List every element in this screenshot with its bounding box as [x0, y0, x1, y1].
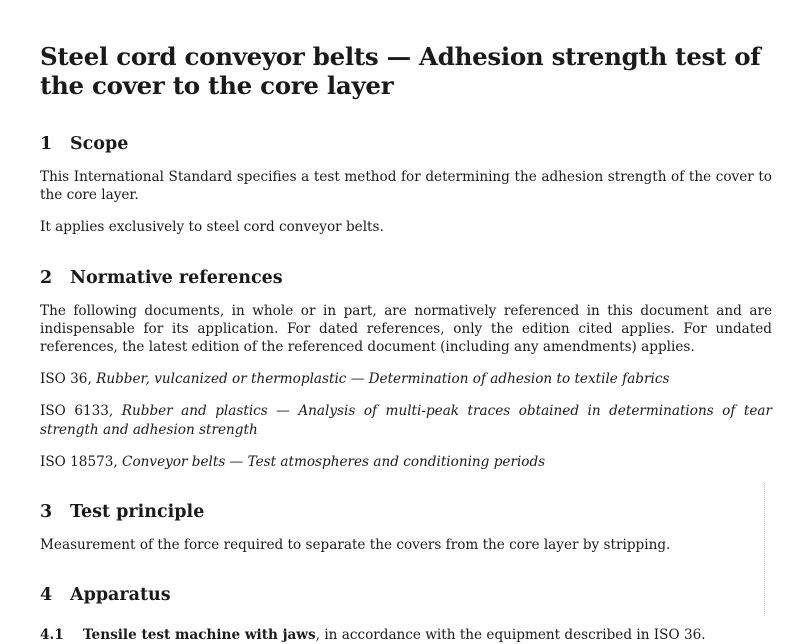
reference-designation: ISO 18573,: [40, 453, 118, 470]
clause-title: Apparatus: [70, 585, 171, 606]
clause-apparatus: [40, 584, 772, 644]
subclause-body: [83, 626, 706, 644]
reference-designation: ISO 6133,: [40, 403, 114, 420]
reference-designation: ISO 36,: [40, 371, 92, 388]
clause-heading: [40, 584, 772, 606]
subclause-number: 4.1: [40, 627, 64, 644]
clause-number: 4: [40, 585, 53, 606]
reference-title: Rubber, vulcanized or thermoplastic — Determination of adhesion to textile fabrics: [96, 371, 670, 388]
reference-title: Conveyor belts — Test atmospheres and conditioning periods: [122, 453, 546, 470]
clause-title: Scope: [70, 134, 129, 154]
subclause-4-1: [40, 626, 772, 644]
scope-paragraph-1: This International Standard specifies a test method for determining the adhesion strength of the cover to the core layer.: [40, 169, 772, 204]
clause-number: 1: [40, 134, 53, 154]
references-intro: The following documents, in whole or in part, are normatively referenced in this document and are indispensable for its application. For dated references, only the edition cited applies. For undated references, the latest edition of the referenced document (including any amendments) applies.: [40, 302, 772, 356]
clause-number: 2: [40, 267, 53, 288]
document-page: [40, 42, 772, 644]
clause-heading: [40, 133, 772, 155]
reference-entry: [40, 370, 772, 388]
clause-title: Test principle: [70, 502, 205, 523]
reference-title: Rubber and plastics — Analysis of multi-peak traces obtained in determinations of tear strength and adhesion strength: [40, 403, 772, 438]
clause-heading: [40, 267, 772, 289]
scope-paragraph-2: It applies exclusively to steel cord conveyor belts.: [40, 219, 384, 236]
margin-dotted-rule: [764, 483, 765, 616]
reference-entry: [40, 402, 772, 438]
reference-entry: [40, 453, 772, 471]
clause-scope: [40, 133, 772, 237]
subclause-text: , in accordance with the equipment described in ISO 36.: [315, 627, 706, 644]
document-title: Steel cord conveyor belts — Adhesion strength test of the cover to the core layer: [40, 42, 761, 100]
subclause-term: Tensile test machine with jaws: [83, 627, 316, 644]
clause-number: 3: [40, 502, 53, 523]
clause-test-principle: [40, 501, 772, 554]
clause-title: Normative references: [70, 267, 283, 288]
clause-normative-references: [40, 267, 772, 471]
test-principle-paragraph: Measurement of the force required to separate the covers from the core layer by stripping.: [40, 537, 671, 554]
clause-heading: [40, 501, 772, 523]
